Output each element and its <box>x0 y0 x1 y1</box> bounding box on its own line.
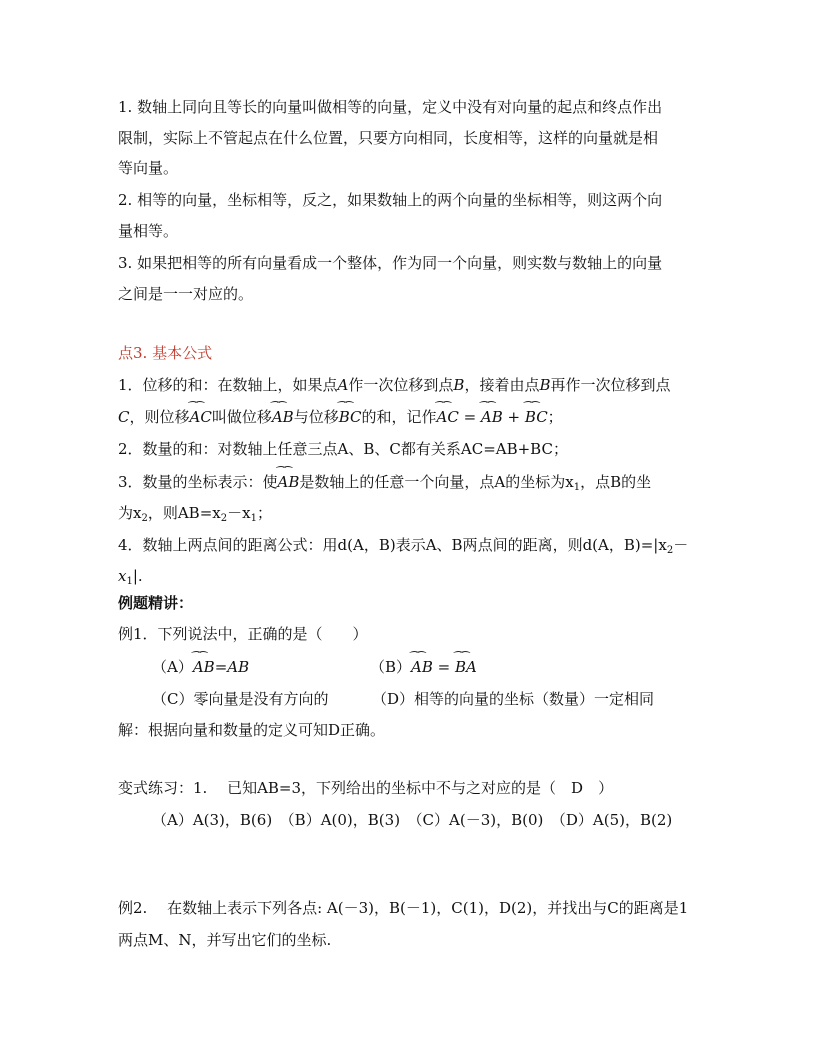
option-D: （D）相等的向量的坐标（数量）一定相同 <box>372 690 655 708</box>
option-A-vector: ‿‿ AB <box>193 657 215 677</box>
formula-1-text-b: 作一次位移到点 <box>348 376 454 394</box>
option-B-vector-1: ‿‿ AB <box>411 657 433 677</box>
subscript-1b: 1 <box>250 513 257 524</box>
option-C: （C）零向量是没有方向的 <box>152 690 329 708</box>
intro-paragraph-2-line-2: 量相等。 <box>118 222 179 240</box>
intro-paragraph-2-line-1: 2. 相等的向量，坐标相等，反之，如果数轴上的两个向量的坐标相等，则这两个向 <box>118 191 663 209</box>
formula-1-l2-text-b: 叫做位移 <box>211 408 272 426</box>
example-2-line-2: 两点M、N，并写出它们的坐标. <box>118 931 332 949</box>
formula-1-text-d: 再作一次位移到点 <box>550 376 671 394</box>
formula-4-l2-end: |. <box>132 567 143 585</box>
vector-BC: ‿‿ BC <box>339 407 362 427</box>
option-B-label: （B） <box>370 658 412 676</box>
variant-options: （A）A(3)，B(6) （B）A(0)，B(3) （C）A(－3)，B(0) （D）A(5)，B(2) <box>152 811 673 829</box>
option-B <box>370 657 477 677</box>
formula-3-l2-text-b: ，则AB=x <box>147 504 221 522</box>
plus-sign: + <box>502 408 525 426</box>
formula-1-l2-text-c: 与位移 <box>293 408 339 426</box>
subscript-2b: 2 <box>220 513 228 524</box>
formula-1-line-2 <box>118 407 563 427</box>
variant-exercise: 变式练习：1. 已知AB=3，下列给出的坐标中不与之对应的是（ D ） <box>118 779 614 797</box>
formula-3-line-2 <box>118 503 272 529</box>
formula-3-line-1 <box>118 472 651 498</box>
formula-1-text-c: ，接着由点 <box>464 376 540 394</box>
formula-3-text-c: ，点B的坐 <box>580 473 652 491</box>
formula-4-text-a: 4．数轴上两点间的距离公式：用d(A，B)表示A、B两点间的距离，则d(A，B)=|x <box>118 536 667 554</box>
intro-paragraph-1-line-2: 限制，实际上不管起点在什么位置，只要方向相同，长度相等，这样的向量就是相 <box>118 129 659 147</box>
vector-AB-f3: ‿‿ AB <box>278 472 300 492</box>
subscript-2: 2 <box>141 513 148 524</box>
formula-1-l2-text-d: 的和，记作 <box>361 408 437 426</box>
formula-1-text-a: 1．位移的和：在数轴上，如果点 <box>118 376 338 394</box>
equals-sign: = <box>458 408 481 426</box>
vector-AC-eq: ‿‿ AC <box>437 407 459 427</box>
example-1-solution: 解：根据向量和数量的定义可知D正确。 <box>118 721 386 739</box>
formula-4-line-1 <box>118 535 688 561</box>
option-A-label: （A） <box>152 658 193 676</box>
intro-paragraph-1-line-1: 1. 数轴上同向且等长的向量叫做相等的向量，定义中没有对向量的起点和终点作出 <box>118 98 663 116</box>
formula-1-point-B2: B <box>539 376 551 394</box>
formula-2: 2．数量的和：对数轴上任意三点A、B、C都有关系AC=AB+BC； <box>118 440 568 458</box>
formula-1-point-C: C <box>118 408 130 426</box>
example-2-line-1: 例2. 在数轴上表示下列各点: A(－3)，B(－1)，C(1)，D(2)，并找出与C的距离是1 <box>118 899 689 917</box>
examples-heading: 例题精讲： <box>118 594 194 612</box>
formula-1-point-B: B <box>453 376 465 394</box>
formula-3-l2-text-a: 为x <box>118 504 142 522</box>
formula-3-l2-text-d: ； <box>256 504 272 522</box>
subscript-1: 1 <box>573 482 581 493</box>
section-heading-point3: 点3. 基本公式 <box>118 344 213 362</box>
option-A <box>152 657 249 677</box>
intro-paragraph-3-line-2: 之间是一一对应的。 <box>118 285 254 303</box>
formula-1-l2-end: ； <box>547 408 563 426</box>
formula-4-l2-x: x <box>118 567 127 585</box>
option-B-vector-2: ‿‿ BA <box>455 657 477 677</box>
subscript-2c: 2 <box>666 545 674 556</box>
option-A-rest: =AB <box>214 658 250 676</box>
vector-BC-eq: ‿‿ BC <box>525 407 548 427</box>
formula-1-l2-text-a: ，则位移 <box>129 408 190 426</box>
formula-1-line-1 <box>118 375 671 395</box>
formula-3-text-b: 是数轴上的任意一个向量，点A的坐标为x <box>299 473 574 491</box>
intro-paragraph-3-line-1: 3. 如果把相等的所有向量看成一个整体，作为同一个向量，则实数与数轴上的向量 <box>118 254 663 272</box>
formula-4-text-b: － <box>673 536 689 554</box>
formula-1-point-A: A <box>337 376 349 394</box>
vector-AB: ‿‿ AB <box>272 407 294 427</box>
vector-AB-eq: ‿‿ AB <box>481 407 503 427</box>
formula-3-l2-text-c: －x <box>227 504 251 522</box>
intro-paragraph-1-line-3: 等向量。 <box>118 159 179 177</box>
option-B-equals: = <box>432 658 455 676</box>
formula-3-text-a: 3．数量的坐标表示：使 <box>118 473 278 491</box>
vector-AC: ‿‿ AC <box>190 407 212 427</box>
formula-4-line-2 <box>118 566 143 592</box>
subscript-1c: 1 <box>126 576 133 587</box>
example-1-question: 例1．下列说法中，正确的是（ ） <box>118 625 368 643</box>
